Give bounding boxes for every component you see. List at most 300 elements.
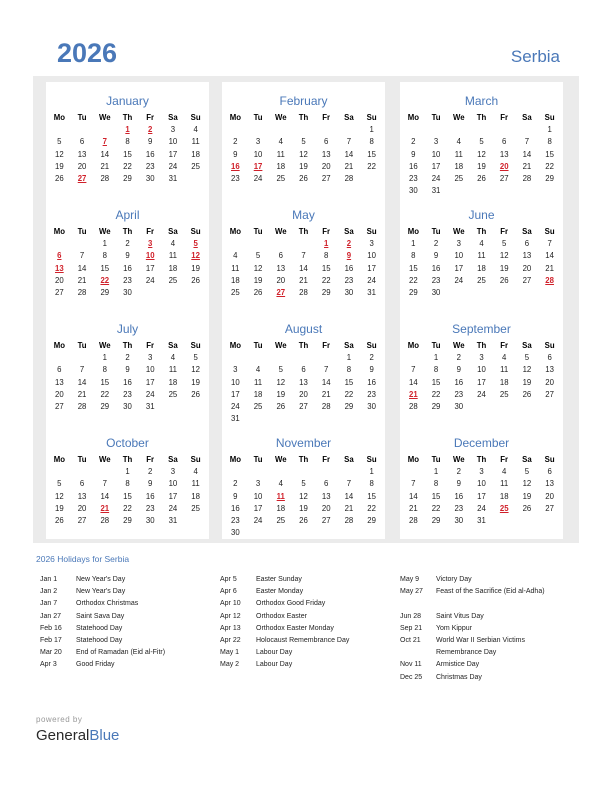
day-cell: 16 bbox=[344, 263, 354, 273]
month-title: December bbox=[453, 436, 510, 450]
month-november bbox=[222, 424, 385, 539]
day-cell: 19 bbox=[191, 377, 200, 387]
day-cell: 30 bbox=[344, 287, 354, 297]
day-cell: 10 bbox=[477, 365, 486, 375]
day-grid bbox=[224, 226, 383, 299]
day-cell: 4 bbox=[233, 251, 238, 261]
day-cell: 6 bbox=[278, 251, 283, 261]
weekday-header: Sa bbox=[168, 227, 178, 236]
day-cell: 5 bbox=[301, 137, 306, 147]
day-cell: 13 bbox=[276, 263, 286, 273]
weekday-header: Th bbox=[122, 113, 133, 122]
holiday-item bbox=[220, 647, 400, 659]
holiday-day-cell: 16 bbox=[231, 161, 240, 171]
day-cell: 13 bbox=[77, 491, 87, 501]
day-cell: 2 bbox=[148, 467, 153, 477]
day-cell: 21 bbox=[409, 503, 418, 513]
day-cell: 5 bbox=[193, 353, 198, 363]
day-cell: 3 bbox=[456, 239, 461, 249]
holiday-day-cell: 27 bbox=[77, 173, 87, 183]
day-cell: 6 bbox=[324, 479, 329, 489]
day-cell: 14 bbox=[344, 491, 354, 501]
day-grid bbox=[402, 112, 561, 197]
holiday-date: Apr 6 bbox=[220, 588, 237, 596]
weekday-header: Tu bbox=[431, 341, 441, 350]
weekday-header: Th bbox=[122, 227, 133, 236]
day-cell: 7 bbox=[411, 479, 416, 489]
day-cell: 28 bbox=[77, 401, 87, 411]
day-cell: 19 bbox=[299, 503, 308, 513]
day-cell: 25 bbox=[454, 173, 464, 183]
holiday-name: End of Ramadan (Eid al-Fitr) bbox=[76, 649, 166, 657]
holiday-day-cell: 2 bbox=[346, 239, 352, 249]
day-cell: 23 bbox=[145, 161, 155, 171]
day-cell: 18 bbox=[477, 263, 486, 273]
weekday-header: Tu bbox=[77, 227, 87, 236]
holiday-name: Holocaust Remembrance Day bbox=[256, 636, 350, 644]
day-cell: 10 bbox=[431, 149, 441, 159]
weekday-header: Mo bbox=[53, 341, 65, 350]
day-cell: 18 bbox=[499, 377, 509, 387]
day-cell: 14 bbox=[409, 491, 418, 501]
day-cell: 21 bbox=[344, 161, 354, 171]
day-cell: 29 bbox=[344, 401, 354, 411]
empty-cell bbox=[48, 352, 71, 364]
weekday-header: We bbox=[453, 455, 465, 464]
holiday-item bbox=[220, 623, 400, 635]
day-cell: 9 bbox=[233, 491, 238, 501]
holiday-name: Orthodox Christmas bbox=[76, 600, 139, 608]
day-cell: 12 bbox=[55, 491, 64, 501]
holiday-name: Orthodox Easter Monday bbox=[256, 624, 334, 632]
day-cell: 3 bbox=[233, 365, 238, 375]
empty-cell bbox=[493, 124, 516, 136]
day-cell: 2 bbox=[233, 479, 238, 489]
holiday-name: World War II Serbian Victims Remembrance Day bbox=[436, 636, 525, 657]
holiday-day-cell: 10 bbox=[145, 251, 155, 261]
day-cell: 28 bbox=[409, 401, 418, 411]
weekday-header: Tu bbox=[77, 455, 87, 464]
holiday-date: Apr 13 bbox=[220, 624, 241, 632]
day-cell: 14 bbox=[299, 263, 308, 273]
logo-blue: Blue bbox=[89, 727, 120, 744]
day-cell: 29 bbox=[123, 515, 132, 525]
holiday-item bbox=[40, 647, 220, 659]
day-cell: 31 bbox=[431, 186, 441, 196]
day-cell: 13 bbox=[77, 149, 87, 159]
day-grid bbox=[402, 226, 561, 299]
holiday-item bbox=[220, 598, 400, 610]
day-cell: 21 bbox=[545, 263, 554, 273]
day-cell: 6 bbox=[524, 239, 530, 249]
day-cell: 29 bbox=[545, 173, 554, 183]
day-cell: 27 bbox=[55, 287, 64, 297]
day-cell: 14 bbox=[409, 377, 418, 387]
weekday-header: Sa bbox=[168, 113, 178, 122]
month-title: October bbox=[106, 436, 149, 450]
holiday-day-cell: 21 bbox=[100, 503, 110, 513]
day-cell: 13 bbox=[299, 377, 308, 387]
weekday-header: We bbox=[99, 227, 111, 236]
weekday-header: Fr bbox=[322, 341, 331, 350]
day-cell: 22 bbox=[431, 389, 441, 399]
day-cell: 27 bbox=[545, 389, 554, 399]
day-cell: 2 bbox=[456, 467, 461, 477]
weekday-header: Fr bbox=[322, 113, 331, 122]
holiday-name: Orthodox Good Friday bbox=[256, 600, 326, 608]
day-cell: 10 bbox=[168, 137, 178, 147]
day-cell: 12 bbox=[299, 491, 308, 501]
day-cell: 17 bbox=[168, 149, 178, 159]
day-cell: 26 bbox=[55, 515, 64, 525]
month-june bbox=[400, 196, 563, 311]
weekday-header: Mo bbox=[229, 227, 241, 236]
day-cell: 24 bbox=[253, 173, 263, 183]
holiday-item bbox=[400, 672, 580, 684]
day-cell: 21 bbox=[321, 389, 331, 399]
weekday-header: Fr bbox=[500, 341, 509, 350]
day-cell: 18 bbox=[276, 161, 286, 171]
day-cell: 24 bbox=[454, 275, 464, 285]
day-cell: 3 bbox=[369, 239, 374, 249]
empty-cell bbox=[292, 466, 315, 478]
weekday-header: Th bbox=[122, 341, 133, 350]
day-cell: 4 bbox=[255, 365, 261, 375]
powered-by-text: powered by bbox=[36, 715, 83, 724]
holiday-name: Saint Vitus Day bbox=[436, 612, 484, 620]
day-cell: 26 bbox=[499, 275, 509, 285]
day-cell: 22 bbox=[367, 161, 376, 171]
day-cell: 3 bbox=[170, 467, 176, 477]
day-cell: 22 bbox=[367, 503, 376, 513]
empty-cell bbox=[247, 238, 270, 250]
day-cell: 5 bbox=[479, 137, 484, 147]
day-cell: 28 bbox=[321, 401, 331, 411]
day-cell: 15 bbox=[123, 149, 132, 159]
weekday-header: Mo bbox=[229, 341, 241, 350]
day-cell: 7 bbox=[411, 365, 416, 375]
day-cell: 26 bbox=[191, 389, 200, 399]
weekday-header: Fr bbox=[146, 455, 155, 464]
day-cell: 17 bbox=[231, 389, 240, 399]
weekday-header: We bbox=[99, 455, 111, 464]
day-cell: 14 bbox=[77, 263, 87, 273]
weekday-header: We bbox=[275, 113, 287, 122]
day-cell: 11 bbox=[254, 377, 263, 387]
weekday-header: Tu bbox=[253, 341, 263, 350]
holiday-day-cell: 9 bbox=[346, 251, 352, 261]
day-cell: 15 bbox=[367, 491, 376, 501]
day-cell: 27 bbox=[321, 515, 331, 525]
empty-cell bbox=[425, 124, 448, 136]
month-title: April bbox=[115, 208, 140, 222]
day-cell: 26 bbox=[55, 173, 64, 183]
day-cell: 27 bbox=[299, 401, 308, 411]
day-cell: 20 bbox=[321, 503, 331, 513]
empty-cell bbox=[224, 466, 247, 478]
month-january bbox=[46, 82, 209, 197]
holiday-day-cell: 3 bbox=[148, 239, 153, 249]
day-cell: 18 bbox=[454, 161, 464, 171]
day-cell: 1 bbox=[369, 467, 374, 477]
day-cell: 28 bbox=[100, 173, 110, 183]
day-cell: 23 bbox=[123, 275, 132, 285]
day-cell: 15 bbox=[100, 377, 110, 387]
day-cell: 3 bbox=[170, 125, 176, 135]
generalblue-logo[interactable] bbox=[36, 727, 119, 744]
day-cell: 5 bbox=[57, 479, 62, 489]
empty-cell bbox=[224, 238, 247, 250]
holiday-date: Nov 11 bbox=[400, 661, 422, 669]
day-cell: 22 bbox=[545, 161, 554, 171]
holiday-day-cell: 13 bbox=[55, 263, 64, 273]
day-cell: 17 bbox=[477, 377, 486, 387]
empty-cell bbox=[269, 352, 292, 364]
day-cell: 28 bbox=[100, 515, 110, 525]
holiday-name: Labour Day bbox=[256, 649, 293, 657]
holiday-item bbox=[40, 586, 220, 598]
day-cell: 31 bbox=[367, 287, 376, 297]
day-cell: 16 bbox=[431, 263, 441, 273]
weekday-header: Tu bbox=[431, 227, 441, 236]
day-cell: 4 bbox=[278, 479, 283, 489]
day-cell: 9 bbox=[433, 251, 439, 261]
holiday-date: Oct 21 bbox=[400, 636, 421, 644]
day-cell: 12 bbox=[522, 365, 532, 375]
day-cell: 24 bbox=[477, 389, 486, 399]
day-cell: 21 bbox=[100, 161, 110, 171]
day-cell: 18 bbox=[191, 149, 200, 159]
day-cell: 28 bbox=[409, 515, 418, 525]
day-cell: 24 bbox=[145, 275, 155, 285]
day-cell: 22 bbox=[344, 389, 354, 399]
day-cell: 15 bbox=[344, 377, 354, 387]
day-cell: 11 bbox=[191, 137, 200, 147]
weekday-header: We bbox=[275, 455, 287, 464]
weekday-header: Su bbox=[190, 113, 201, 122]
day-cell: 5 bbox=[502, 239, 507, 249]
holiday-item bbox=[40, 574, 220, 586]
day-cell: 20 bbox=[545, 491, 554, 501]
holiday-item bbox=[40, 611, 220, 623]
holiday-item bbox=[400, 659, 580, 671]
weekday-header: Sa bbox=[522, 341, 532, 350]
holiday-day-cell: 6 bbox=[57, 251, 62, 261]
day-cell: 8 bbox=[369, 137, 374, 147]
empty-cell bbox=[224, 124, 247, 136]
day-cell: 8 bbox=[369, 479, 374, 489]
day-cell: 14 bbox=[100, 491, 110, 501]
day-cell: 25 bbox=[276, 173, 286, 183]
day-cell: 4 bbox=[456, 137, 461, 147]
day-cell: 9 bbox=[456, 479, 461, 489]
day-cell: 8 bbox=[125, 479, 130, 489]
day-cell: 20 bbox=[321, 161, 331, 171]
holiday-day-cell: 7 bbox=[102, 137, 107, 147]
day-cell: 15 bbox=[409, 263, 418, 273]
empty-cell bbox=[447, 124, 470, 136]
month-title: March bbox=[464, 94, 499, 108]
day-cell: 6 bbox=[57, 365, 62, 375]
month-title: August bbox=[284, 322, 323, 336]
day-cell: 26 bbox=[253, 287, 263, 297]
holiday-day-cell: 12 bbox=[191, 251, 200, 261]
weekday-header: Su bbox=[366, 227, 377, 236]
weekday-header: Mo bbox=[229, 455, 241, 464]
day-cell: 13 bbox=[55, 377, 64, 387]
day-cell: 12 bbox=[299, 149, 308, 159]
day-cell: 17 bbox=[477, 491, 486, 501]
day-cell: 17 bbox=[145, 263, 155, 273]
weekday-header: Fr bbox=[500, 113, 509, 122]
day-cell: 31 bbox=[168, 515, 178, 525]
holiday-name: Good Friday bbox=[76, 661, 115, 669]
holiday-date: Feb 16 bbox=[40, 624, 62, 632]
day-cell: 30 bbox=[454, 515, 464, 525]
day-cell: 5 bbox=[524, 467, 530, 477]
month-title: November bbox=[275, 436, 332, 450]
holiday-item bbox=[220, 635, 400, 647]
day-cell: 12 bbox=[253, 263, 263, 273]
day-cell: 7 bbox=[102, 479, 107, 489]
day-cell: 9 bbox=[148, 479, 153, 489]
holiday-date: Feb 17 bbox=[40, 636, 62, 644]
weekday-header: Tu bbox=[77, 113, 87, 122]
day-cell: 16 bbox=[409, 161, 418, 171]
weekday-header: Mo bbox=[407, 455, 419, 464]
holiday-day-cell: 5 bbox=[193, 239, 198, 249]
day-cell: 1 bbox=[369, 125, 374, 135]
day-cell: 13 bbox=[321, 149, 331, 159]
day-cell: 2 bbox=[233, 137, 238, 147]
day-cell: 9 bbox=[369, 365, 374, 375]
weekday-header: Th bbox=[298, 455, 309, 464]
day-cell: 30 bbox=[123, 287, 132, 297]
holiday-item bbox=[40, 635, 220, 647]
day-cell: 15 bbox=[100, 263, 110, 273]
day-cell: 19 bbox=[477, 161, 486, 171]
weekday-header: Th bbox=[298, 341, 309, 350]
day-grid bbox=[224, 112, 383, 185]
day-cell: 22 bbox=[431, 503, 441, 513]
day-cell: 25 bbox=[168, 389, 178, 399]
weekday-header: Mo bbox=[53, 455, 65, 464]
day-cell: 1 bbox=[125, 467, 130, 477]
holiday-date: Sep 21 bbox=[400, 624, 423, 632]
day-cell: 18 bbox=[499, 491, 509, 501]
day-cell: 18 bbox=[191, 491, 200, 501]
day-cell: 7 bbox=[346, 479, 352, 489]
day-cell: 30 bbox=[409, 186, 418, 196]
day-cell: 25 bbox=[253, 401, 263, 411]
weekday-header: Mo bbox=[229, 113, 241, 122]
weekday-header: We bbox=[275, 341, 287, 350]
day-cell: 8 bbox=[547, 137, 552, 147]
holiday-date: May 9 bbox=[400, 576, 420, 583]
empty-cell bbox=[292, 124, 315, 136]
day-cell: 22 bbox=[123, 161, 132, 171]
weekday-header: We bbox=[99, 341, 111, 350]
day-cell: 25 bbox=[477, 275, 486, 285]
day-cell: 21 bbox=[344, 503, 354, 513]
holiday-item bbox=[400, 623, 580, 635]
day-cell: 29 bbox=[321, 287, 331, 297]
holiday-name: Labour Day bbox=[256, 661, 293, 669]
weekday-header: Fr bbox=[146, 113, 155, 122]
empty-cell bbox=[516, 124, 539, 136]
day-cell: 30 bbox=[431, 287, 441, 297]
day-cell: 23 bbox=[454, 389, 464, 399]
day-cell: 30 bbox=[454, 401, 464, 411]
day-cell: 13 bbox=[545, 479, 554, 489]
day-cell: 19 bbox=[191, 263, 200, 273]
day-cell: 27 bbox=[321, 173, 331, 183]
holiday-date: Jan 27 bbox=[40, 612, 62, 620]
month-title: September bbox=[452, 322, 511, 336]
holiday-name: New Year's Day bbox=[76, 576, 126, 583]
day-cell: 27 bbox=[55, 401, 64, 411]
day-cell: 11 bbox=[168, 251, 177, 261]
day-cell: 22 bbox=[321, 275, 331, 285]
country-name: Serbia bbox=[510, 47, 560, 66]
holiday-column bbox=[40, 574, 220, 672]
day-cell: 13 bbox=[499, 149, 509, 159]
day-cell: 23 bbox=[367, 389, 376, 399]
day-cell: 16 bbox=[454, 377, 464, 387]
logo-general: General bbox=[36, 727, 90, 744]
day-cell: 1 bbox=[433, 353, 439, 363]
day-cell: 4 bbox=[502, 353, 507, 363]
day-cell: 22 bbox=[409, 275, 418, 285]
day-cell: 20 bbox=[545, 377, 554, 387]
day-cell: 14 bbox=[321, 377, 331, 387]
day-cell: 24 bbox=[168, 161, 178, 171]
day-cell: 10 bbox=[231, 377, 240, 387]
day-cell: 22 bbox=[123, 503, 132, 513]
day-cell: 10 bbox=[253, 149, 263, 159]
day-cell: 28 bbox=[299, 287, 308, 297]
empty-cell bbox=[315, 352, 338, 364]
month-may bbox=[222, 196, 385, 311]
weekday-header: Mo bbox=[407, 227, 419, 236]
day-cell: 17 bbox=[431, 161, 441, 171]
day-cell: 21 bbox=[522, 161, 532, 171]
day-cell: 3 bbox=[433, 137, 439, 147]
day-cell: 1 bbox=[346, 353, 352, 363]
day-cell: 15 bbox=[123, 491, 132, 501]
day-cell: 4 bbox=[479, 239, 484, 249]
day-cell: 4 bbox=[170, 353, 176, 363]
day-cell: 24 bbox=[367, 275, 376, 285]
day-grid bbox=[402, 340, 561, 413]
day-cell: 25 bbox=[191, 161, 200, 171]
day-cell: 15 bbox=[321, 263, 331, 273]
day-cell: 24 bbox=[168, 503, 178, 513]
empty-cell bbox=[48, 238, 71, 250]
day-cell: 20 bbox=[77, 503, 87, 513]
day-cell: 17 bbox=[145, 377, 155, 387]
day-cell: 7 bbox=[79, 365, 85, 375]
day-cell: 20 bbox=[299, 389, 308, 399]
holiday-date: Dec 25 bbox=[400, 673, 423, 681]
day-cell: 14 bbox=[522, 149, 532, 159]
day-cell: 12 bbox=[191, 365, 200, 375]
month-title: May bbox=[292, 208, 315, 222]
day-cell: 11 bbox=[454, 149, 463, 159]
weekday-header: Sa bbox=[522, 227, 532, 236]
weekday-header: Th bbox=[122, 455, 133, 464]
day-cell: 3 bbox=[255, 137, 261, 147]
